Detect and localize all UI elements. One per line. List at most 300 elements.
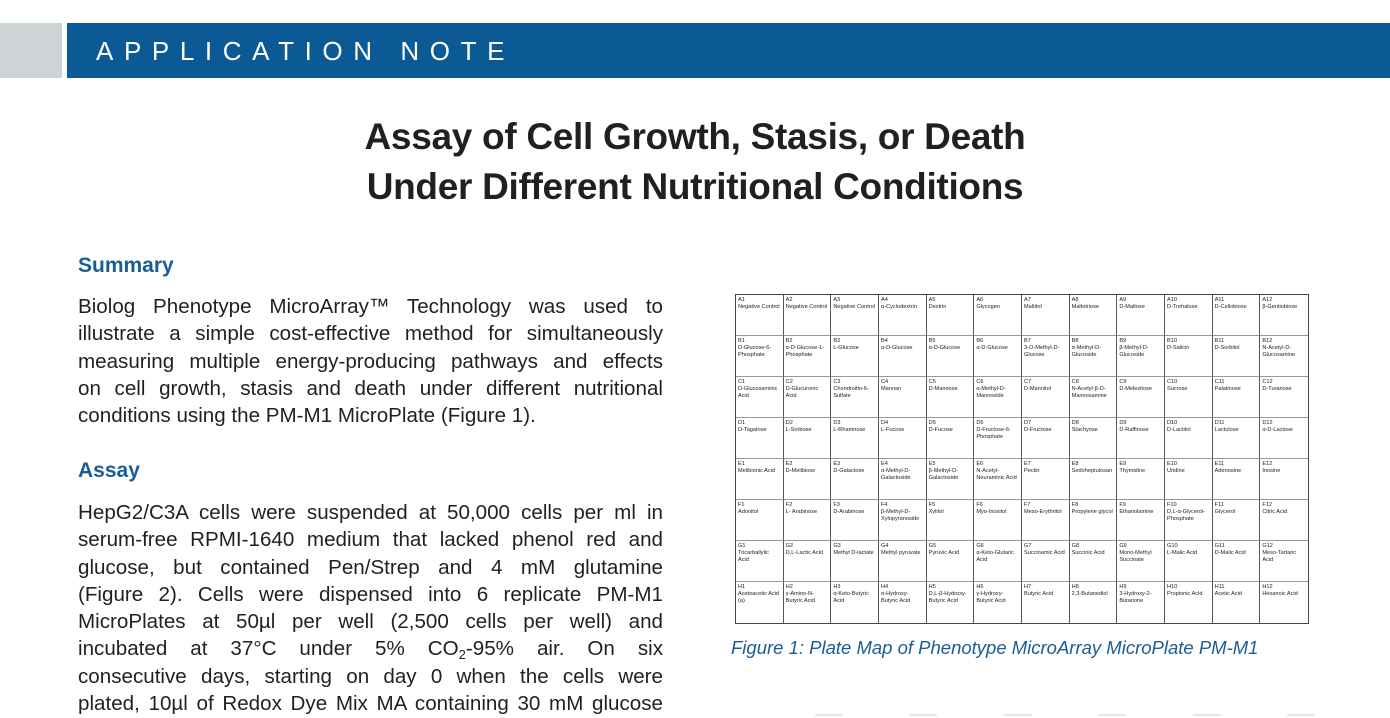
- plate-well: [1117, 336, 1165, 377]
- header-label: APPLICATION NOTE: [96, 36, 516, 66]
- well-compound: Chondroitin-6-Sulfate: [833, 386, 869, 399]
- plate-well: [1260, 500, 1308, 541]
- well-compound: D-Glucose-6-Phosphate: [738, 345, 772, 358]
- well-id: F5: [928, 502, 936, 508]
- well-id: H4: [881, 584, 889, 590]
- well-compound: D,L-Lactic Acid: [785, 550, 823, 556]
- plate-well: [1070, 418, 1118, 459]
- well-compound: D-Melibiose: [785, 468, 816, 474]
- well-id: H9: [1119, 584, 1127, 590]
- well-id: E6: [976, 461, 984, 467]
- well-id: G5: [928, 543, 937, 549]
- well-compound: L-Malic Acid: [1167, 550, 1198, 556]
- plate-well: [736, 295, 784, 336]
- plate-well: [1070, 295, 1118, 336]
- well-compound: α-Keto-Glutaric Acid: [976, 550, 1015, 563]
- plate-well: [784, 336, 832, 377]
- plate-well: [784, 541, 832, 582]
- plate-well: [927, 336, 975, 377]
- well-compound: Hexanoic Acid: [1262, 591, 1298, 597]
- well-compound: α-D-Glucose-1-Phosphate: [785, 345, 825, 358]
- well-compound: Propylene glycol: [1071, 509, 1113, 515]
- well-id: B12: [1262, 338, 1273, 344]
- assay-paragraph: [78, 499, 663, 717]
- well-id: C2: [785, 379, 793, 385]
- plate-well: [736, 336, 784, 377]
- well-compound: Methyl D-lactate: [833, 550, 874, 556]
- plate-well: [784, 295, 832, 336]
- next-figure-edge: [815, 714, 1315, 718]
- well-id: D9: [1119, 420, 1127, 426]
- well-compound: Pectin: [1024, 468, 1040, 474]
- plate-well: [831, 582, 879, 623]
- plate-well: [974, 418, 1022, 459]
- plate-well: [927, 295, 975, 336]
- well-id: H10: [1167, 584, 1178, 590]
- plate-well: [831, 336, 879, 377]
- well-id: C4: [881, 379, 889, 385]
- well-compound: N-Acetyl-β-D-Mannosamine: [1071, 386, 1107, 399]
- plate-well: [1022, 377, 1070, 418]
- plate-well: [1022, 418, 1070, 459]
- plate-well: [927, 418, 975, 459]
- well-id: E12: [1262, 461, 1273, 467]
- well-id: D12: [1262, 420, 1273, 426]
- plate-well: [1213, 418, 1261, 459]
- well-compound: α-Methyl-D-Mannoside: [976, 386, 1006, 399]
- plate-well: [879, 295, 927, 336]
- plate-well: [974, 336, 1022, 377]
- plate-well: [1070, 459, 1118, 500]
- well-compound: Propionic Acid: [1167, 591, 1203, 597]
- assay-line: (Figure 2). Cells were dispensed into 6 replicate PM-M1: [78, 582, 663, 606]
- well-id: A12: [1262, 297, 1273, 303]
- plate-well: [879, 418, 927, 459]
- well-compound: Acetoacetic Acid (a): [738, 591, 780, 604]
- well-id: G3: [833, 543, 841, 549]
- plate-well: [927, 500, 975, 541]
- well-compound: D-Mannitol: [1024, 386, 1052, 392]
- plate-well: [1070, 582, 1118, 623]
- well-compound: Uridine: [1167, 468, 1185, 474]
- well-compound: α-Keto-Butyric Acid: [833, 591, 869, 604]
- well-id: G4: [881, 543, 889, 549]
- well-compound: L-Fucose: [881, 427, 905, 433]
- well-id: A1: [738, 297, 745, 303]
- well-compound: Dextrin: [928, 304, 947, 310]
- well-id: A2: [785, 297, 793, 303]
- well-compound: Xylitol: [928, 509, 944, 515]
- well-id: B8: [1071, 338, 1079, 344]
- assay-line-text: incubated at 37°C under 5% CO: [78, 637, 459, 661]
- well-id: C10: [1167, 379, 1178, 385]
- assay-line: consecutive days, starting on day 0 when the cells were: [78, 664, 663, 688]
- well-id: H3: [833, 584, 841, 590]
- plate-well: [1260, 377, 1308, 418]
- plate-well: [736, 418, 784, 459]
- well-id: A10: [1167, 297, 1177, 303]
- well-id: F8: [1071, 502, 1079, 508]
- well-id: D4: [881, 420, 889, 426]
- well-compound: Acetic Acid: [1214, 591, 1243, 597]
- plate-well: [927, 582, 975, 623]
- well-compound: 2,3-Butanediol: [1071, 591, 1108, 597]
- well-id: F10: [1167, 502, 1177, 508]
- well-id: H8: [1071, 584, 1079, 590]
- well-id: C7: [1024, 379, 1032, 385]
- well-id: H12: [1262, 584, 1273, 590]
- well-compound: Lactulose: [1214, 427, 1239, 433]
- well-compound: N-Acetyl-D-Glucosamine: [1262, 345, 1295, 358]
- well-compound: Meso-Tartaric Acid: [1262, 550, 1297, 563]
- plate-well: [974, 500, 1022, 541]
- plate-well: [1022, 541, 1070, 582]
- well-compound: Mannan: [881, 386, 902, 392]
- plate-well: [784, 500, 832, 541]
- title-line-2: Under Different Nutritional Conditions: [366, 166, 1024, 207]
- assay-line: serum-free RPMI-1640 medium that lacked phenol red and: [78, 528, 663, 552]
- plate-well: [736, 582, 784, 623]
- plate-well: [1213, 582, 1261, 623]
- plate-well: [927, 377, 975, 418]
- well-id: G1: [738, 543, 746, 549]
- well-id: D2: [785, 420, 793, 426]
- plate-well: [784, 418, 832, 459]
- assay-line-tail: -95% air. On six: [465, 637, 663, 661]
- well-id: C9: [1119, 379, 1127, 385]
- plate-well: [1165, 418, 1213, 459]
- plate-well: [1165, 541, 1213, 582]
- well-id: F6: [976, 502, 983, 508]
- well-compound: β-Gentiobiose: [1262, 304, 1298, 310]
- plate-well: [879, 336, 927, 377]
- well-compound: Negative Control: [738, 304, 780, 310]
- well-id: E2: [785, 461, 793, 467]
- plate-well: [831, 377, 879, 418]
- well-compound: D,L-α-Glycerol-Phosphate: [1167, 509, 1206, 522]
- well-compound: α-Methyl-D-Galactoside: [881, 468, 911, 481]
- plate-well: [1165, 336, 1213, 377]
- summary-line: conditions using the PM-M1 MicroPlate (Figure 1).: [78, 404, 536, 428]
- plate-well: [974, 377, 1022, 418]
- well-compound: Meso-Erythritol: [1024, 509, 1062, 515]
- well-compound: α-Methyl-D-Glucoside: [1071, 345, 1101, 358]
- plate-well: [831, 500, 879, 541]
- plate-well: [927, 541, 975, 582]
- well-compound: α-Hydroxy-Butyric Acid: [881, 591, 911, 604]
- plate-well: [1165, 295, 1213, 336]
- plate-well: [736, 377, 784, 418]
- plate-well: [1070, 336, 1118, 377]
- well-compound: β-Methyl-D-Galactoside: [928, 468, 959, 481]
- plate-well: [1213, 459, 1261, 500]
- plate-well: [1117, 582, 1165, 623]
- well-id: G10: [1167, 543, 1178, 549]
- well-id: A5: [928, 297, 936, 303]
- plate-well: [1117, 541, 1165, 582]
- well-compound: D-Lactitol: [1167, 427, 1191, 433]
- plate-well: [1260, 418, 1308, 459]
- well-id: B7: [1024, 338, 1031, 344]
- well-id: B9: [1119, 338, 1127, 344]
- plate-well: [1022, 582, 1070, 623]
- plate-well: [1070, 541, 1118, 582]
- well-id: D5: [928, 420, 936, 426]
- plate-well: [974, 541, 1022, 582]
- title-line-1: Assay of Cell Growth, Stasis, or Death: [364, 116, 1026, 157]
- well-compound: Adonitol: [738, 509, 759, 515]
- figure-1-caption: Figure 1: Plate Map of Phenotype MicroArray MicroPlate PM-M1: [731, 637, 1259, 658]
- well-id: D10: [1167, 420, 1178, 426]
- plate-well: [1165, 459, 1213, 500]
- well-compound: Ethanolamine: [1119, 509, 1154, 515]
- well-compound: α-D-Lactose: [1262, 427, 1293, 433]
- well-compound: L-Glucose: [833, 345, 859, 351]
- well-compound: D-Fucose: [928, 427, 953, 433]
- well-compound: Succinamic Acid: [1024, 550, 1065, 556]
- summary-line: on cell growth, stasis and death under different nutritional: [78, 376, 663, 400]
- well-id: E1: [738, 461, 745, 467]
- well-compound: D-Raffinose: [1119, 427, 1149, 433]
- plate-well: [1117, 459, 1165, 500]
- plate-well: [1213, 377, 1261, 418]
- well-compound: D-Turanose: [1262, 386, 1292, 392]
- plate-well: [1213, 295, 1261, 336]
- well-id: C5: [928, 379, 936, 385]
- well-id: H1: [738, 584, 746, 590]
- plate-well: [831, 459, 879, 500]
- well-compound: Maltitol: [1024, 304, 1042, 310]
- well-id: E4: [881, 461, 888, 467]
- well-id: F4: [881, 502, 888, 508]
- summary-heading: Summary: [78, 254, 174, 277]
- well-compound: D-Fructose: [1024, 427, 1052, 433]
- well-id: D6: [976, 420, 984, 426]
- plate-well: [1165, 377, 1213, 418]
- plate-well: [1070, 500, 1118, 541]
- well-id: G11: [1214, 543, 1225, 549]
- well-id: E10: [1167, 461, 1177, 467]
- plate-map-grid: [735, 294, 1309, 624]
- well-compound: Citric Acid: [1262, 509, 1288, 515]
- well-compound: α-D-Glucose: [976, 345, 1008, 351]
- plate-well: [974, 459, 1022, 500]
- well-id: D8: [1071, 420, 1079, 426]
- plate-well: [1117, 500, 1165, 541]
- well-id: A8: [1071, 297, 1079, 303]
- well-id: G2: [785, 543, 794, 549]
- well-id: B10: [1167, 338, 1177, 344]
- assay-line-co2: [78, 635, 663, 662]
- plate-well: [736, 541, 784, 582]
- well-id: C6: [976, 379, 984, 385]
- plate-well: [1117, 418, 1165, 459]
- well-id: F9: [1119, 502, 1126, 508]
- well-id: A7: [1024, 297, 1031, 303]
- plate-well: [879, 541, 927, 582]
- well-id: C8: [1071, 379, 1079, 385]
- well-id: C12: [1262, 379, 1273, 385]
- well-id: G9: [1119, 543, 1127, 549]
- plate-well: [1213, 541, 1261, 582]
- well-compound: Maltotriose: [1071, 304, 1100, 310]
- well-compound: γ-Amino-N-Butyric Acid: [785, 591, 815, 604]
- well-id: H11: [1214, 584, 1225, 590]
- well-id: C11: [1214, 379, 1225, 385]
- well-id: G6: [976, 543, 984, 549]
- well-compound: Tricarballylic Acid: [738, 550, 769, 563]
- well-compound: D-Glucuronic Acid: [785, 386, 819, 399]
- well-compound: D,L-β-Hydroxy-Butyric Acid: [928, 591, 967, 604]
- well-compound: Pyruvic Acid: [928, 550, 960, 556]
- plate-well: [1165, 500, 1213, 541]
- well-id: B3: [833, 338, 841, 344]
- header-bar: [67, 23, 1390, 78]
- well-id: B11: [1214, 338, 1225, 344]
- well-compound: D-Tagatose: [738, 427, 767, 433]
- plate-well: [784, 377, 832, 418]
- well-id: E7: [1024, 461, 1031, 467]
- plate-well: [927, 459, 975, 500]
- well-compound: α-Cyclodextrin: [881, 304, 917, 310]
- well-compound: Methyl pyruvate: [881, 550, 921, 556]
- assay-line: plated, 10µl of Redox Dye Mix MA containing 30 mM glucose: [78, 692, 663, 716]
- well-id: E5: [928, 461, 936, 467]
- plate-well: [1260, 295, 1308, 336]
- plate-well: [831, 295, 879, 336]
- well-compound: Glycogen: [976, 304, 1000, 310]
- summary-line: Biolog Phenotype MicroArray™ Technology was used to: [78, 295, 663, 318]
- well-id: E3: [833, 461, 841, 467]
- header-accent-block: [0, 23, 62, 78]
- well-compound: Butyric Acid: [1024, 591, 1054, 597]
- well-compound: Myo-Inositol: [976, 509, 1007, 515]
- well-compound: Glycerol: [1214, 509, 1236, 515]
- assay-heading: Assay: [78, 459, 140, 482]
- well-compound: Mono-Methyl Succinate: [1119, 550, 1152, 563]
- well-id: G8: [1071, 543, 1080, 549]
- well-id: F7: [1024, 502, 1031, 508]
- well-compound: Inosine: [1262, 468, 1281, 474]
- well-compound: L-Sorbose: [785, 427, 812, 433]
- well-id: F3: [833, 502, 840, 508]
- well-compound: N-Acetyl-Neuraminic Acid: [976, 468, 1017, 481]
- plate-well: [1022, 459, 1070, 500]
- well-id: G12: [1262, 543, 1273, 549]
- plate-well: [879, 459, 927, 500]
- plate-well: [1260, 582, 1308, 623]
- well-id: F12: [1262, 502, 1272, 508]
- well-id: A4: [881, 297, 888, 303]
- plate-well: [784, 459, 832, 500]
- well-id: A9: [1119, 297, 1127, 303]
- subscript-2: 2: [458, 647, 466, 663]
- well-id: B6: [976, 338, 984, 344]
- well-compound: D-Mannose: [928, 386, 958, 392]
- well-compound: Succinic Acid: [1071, 550, 1105, 556]
- plate-well: [736, 500, 784, 541]
- well-compound: D-Fructose-6-Phosphate: [976, 427, 1011, 440]
- plate-well: [1213, 500, 1261, 541]
- well-compound: Sucrose: [1167, 386, 1188, 392]
- plate-well: [1260, 459, 1308, 500]
- plate-well: [1022, 295, 1070, 336]
- plate-well: [784, 582, 832, 623]
- assay-line: MicroPlates at 50µl per well (2,500 cells per well) and: [78, 610, 663, 634]
- well-id: B5: [928, 338, 936, 344]
- well-compound: γ-Hydroxy-Butyric Acid: [976, 591, 1006, 604]
- well-compound: α-D-Glucose: [928, 345, 961, 351]
- plate-well: [1070, 377, 1118, 418]
- well-compound: Negative Control: [833, 304, 875, 310]
- plate-well: [1022, 336, 1070, 377]
- well-compound: D-Glucosaminic Acid: [738, 386, 778, 399]
- well-compound: β-Methyl-D-Glucoside: [1119, 345, 1149, 358]
- plate-well: [1213, 336, 1261, 377]
- summary-line: illustrate a simple cost-effective method for simultaneously: [78, 322, 663, 346]
- plate-well: [879, 582, 927, 623]
- page-title: [0, 112, 1390, 212]
- well-id: F1: [738, 502, 745, 508]
- well-id: H5: [928, 584, 936, 590]
- assay-line: HepG2/C3A cells were suspended at 50,000 cells per ml in: [78, 501, 663, 524]
- well-compound: Sedoheptulosan: [1071, 468, 1113, 474]
- well-id: H6: [976, 584, 984, 590]
- well-id: B2: [785, 338, 793, 344]
- well-compound: D-Arabinose: [833, 509, 865, 515]
- well-compound: D-Salicin: [1167, 345, 1190, 351]
- plate-well: [1260, 541, 1308, 582]
- well-id: E11: [1214, 461, 1225, 467]
- plate-well: [1117, 377, 1165, 418]
- plate-well: [1117, 295, 1165, 336]
- plate-well: [1165, 582, 1213, 623]
- well-id: A3: [833, 297, 841, 303]
- well-id: G7: [1024, 543, 1032, 549]
- well-compound: D-Sorbitol: [1214, 345, 1240, 351]
- well-compound: D-Maltose: [1119, 304, 1145, 310]
- well-compound: D-Malic Acid: [1214, 550, 1246, 556]
- plate-well: [879, 500, 927, 541]
- plate-well: [736, 459, 784, 500]
- plate-well: [879, 377, 927, 418]
- summary-paragraph: [78, 293, 663, 429]
- well-compound: D-Cellobiose: [1214, 304, 1247, 310]
- well-compound: 3-O-Methyl-D-Glucose: [1024, 345, 1060, 358]
- well-id: D3: [833, 420, 841, 426]
- assay-line: glucose, but contained Pen/Strep and 4 mM glutamine: [78, 555, 663, 579]
- well-compound: α-D-Glucose: [881, 345, 913, 351]
- well-id: A6: [976, 297, 984, 303]
- plate-well: [1260, 336, 1308, 377]
- well-compound: L-Rhamnose: [833, 427, 866, 433]
- well-compound: D-Melezitose: [1119, 386, 1152, 392]
- well-id: H7: [1024, 584, 1032, 590]
- plate-well: [974, 582, 1022, 623]
- well-id: F11: [1214, 502, 1224, 508]
- well-id: E8: [1071, 461, 1079, 467]
- well-compound: D-Trehalose: [1167, 304, 1198, 310]
- well-compound: β-Methyl-D-Xylopyranoside: [881, 509, 920, 522]
- well-id: F2: [785, 502, 793, 508]
- well-compound: Palatinose: [1214, 386, 1241, 392]
- well-id: B1: [738, 338, 745, 344]
- well-id: B4: [881, 338, 888, 344]
- summary-line: measuring multiple energy-producing pathways and effects: [78, 349, 663, 373]
- plate-well: [831, 541, 879, 582]
- well-id: D7: [1024, 420, 1032, 426]
- well-compound: L- Arabinose: [785, 509, 818, 515]
